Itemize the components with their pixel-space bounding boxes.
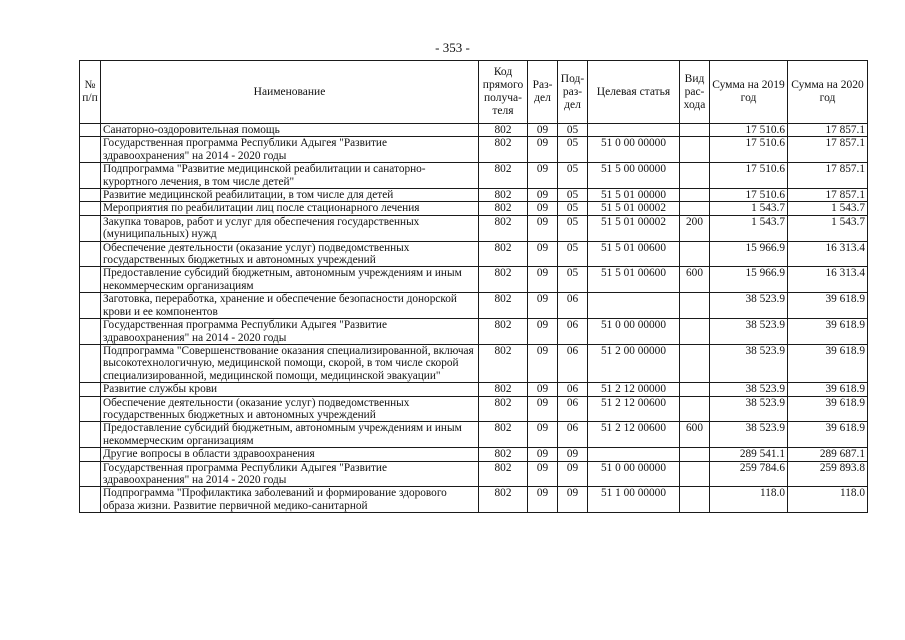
table-row bbox=[80, 319, 868, 345]
row-sum-2019: 1 543.7 bbox=[710, 215, 788, 241]
row-num bbox=[80, 344, 101, 382]
row-num bbox=[80, 461, 101, 487]
row-target-article bbox=[588, 293, 680, 319]
row-section: 09 bbox=[528, 202, 558, 215]
row-name: Развитие службы крови bbox=[101, 383, 479, 396]
row-sum-2020: 39 618.9 bbox=[788, 344, 868, 382]
row-sum-2020: 118.0 bbox=[788, 487, 868, 513]
table-body bbox=[80, 124, 868, 513]
header-code: Код прямого получа-теля bbox=[479, 61, 528, 124]
table-row bbox=[80, 137, 868, 163]
row-code: 802 bbox=[479, 448, 528, 461]
row-name: Предоставление субсидий бюджетным, автономным учреждениям и иным некоммерческим организациям bbox=[101, 422, 479, 448]
row-name: Предоставление субсидий бюджетным, автономным учреждениям и иным некоммерческим организациям bbox=[101, 267, 479, 293]
table-row bbox=[80, 202, 868, 215]
row-sum-2020: 39 618.9 bbox=[788, 293, 868, 319]
table-row bbox=[80, 448, 868, 461]
row-name: Государственная программа Республики Адыгея "Развитие здравоохранения" на 2014 - 2020 годы bbox=[101, 137, 479, 163]
row-name: Обеспечение деятельности (оказание услуг) подведомственных государственных бюджетных и автономных учреждений bbox=[101, 241, 479, 267]
header-sum-2020: Сумма на 2020 год bbox=[788, 61, 868, 124]
table-row bbox=[80, 163, 868, 189]
row-num bbox=[80, 319, 101, 345]
row-code: 802 bbox=[479, 215, 528, 241]
row-expense-type: 200 bbox=[680, 215, 710, 241]
row-code: 802 bbox=[479, 293, 528, 319]
row-section: 09 bbox=[528, 293, 558, 319]
header-target: Целевая статья bbox=[588, 61, 680, 124]
row-num bbox=[80, 293, 101, 319]
row-subsection: 05 bbox=[558, 189, 588, 202]
row-subsection: 06 bbox=[558, 344, 588, 382]
row-sum-2020: 39 618.9 bbox=[788, 396, 868, 422]
row-num bbox=[80, 396, 101, 422]
table-row bbox=[80, 396, 868, 422]
row-subsection: 05 bbox=[558, 202, 588, 215]
row-sum-2019: 17 510.6 bbox=[710, 137, 788, 163]
row-target-article: 51 1 00 00000 bbox=[588, 487, 680, 513]
budget-table bbox=[79, 60, 868, 513]
row-expense-type bbox=[680, 124, 710, 137]
row-sum-2020: 289 687.1 bbox=[788, 448, 868, 461]
row-subsection: 06 bbox=[558, 383, 588, 396]
row-name: Государственная программа Республики Адыгея "Развитие здравоохранения" на 2014 - 2020 годы bbox=[101, 461, 479, 487]
row-sum-2019: 15 966.9 bbox=[710, 241, 788, 267]
row-subsection: 05 bbox=[558, 215, 588, 241]
table-row bbox=[80, 215, 868, 241]
row-section: 09 bbox=[528, 383, 558, 396]
row-section: 09 bbox=[528, 241, 558, 267]
row-section: 09 bbox=[528, 163, 558, 189]
row-sum-2019: 38 523.9 bbox=[710, 383, 788, 396]
row-expense-type bbox=[680, 163, 710, 189]
row-code: 802 bbox=[479, 163, 528, 189]
row-code: 802 bbox=[479, 396, 528, 422]
row-name: Другие вопросы в области здравоохранения bbox=[101, 448, 479, 461]
row-target-article: 51 2 00 00000 bbox=[588, 344, 680, 382]
table-row bbox=[80, 267, 868, 293]
table-row bbox=[80, 487, 868, 513]
row-target-article: 51 2 12 00000 bbox=[588, 383, 680, 396]
row-section: 09 bbox=[528, 267, 558, 293]
row-name: Обеспечение деятельности (оказание услуг) подведомственных государственных бюджетных и автономных учреждений bbox=[101, 396, 479, 422]
row-target-article: 51 5 01 00600 bbox=[588, 267, 680, 293]
row-section: 09 bbox=[528, 319, 558, 345]
row-target-article: 51 5 01 00002 bbox=[588, 215, 680, 241]
row-target-article: 51 2 12 00600 bbox=[588, 422, 680, 448]
row-num bbox=[80, 241, 101, 267]
row-section: 09 bbox=[528, 137, 558, 163]
row-target-article: 51 5 00 00000 bbox=[588, 163, 680, 189]
row-expense-type bbox=[680, 396, 710, 422]
row-sum-2020: 39 618.9 bbox=[788, 422, 868, 448]
row-sum-2019: 259 784.6 bbox=[710, 461, 788, 487]
row-section: 09 bbox=[528, 189, 558, 202]
row-sum-2019: 38 523.9 bbox=[710, 319, 788, 345]
row-sum-2019: 38 523.9 bbox=[710, 293, 788, 319]
row-num bbox=[80, 383, 101, 396]
row-code: 802 bbox=[479, 241, 528, 267]
table-row bbox=[80, 124, 868, 137]
row-section: 09 bbox=[528, 461, 558, 487]
row-section: 09 bbox=[528, 487, 558, 513]
row-code: 802 bbox=[479, 202, 528, 215]
row-name: Заготовка, переработка, хранение и обеспечение безопасности донорской крови и ее компонентов bbox=[101, 293, 479, 319]
row-subsection: 05 bbox=[558, 267, 588, 293]
row-sum-2020: 1 543.7 bbox=[788, 202, 868, 215]
row-name: Государственная программа Республики Адыгея "Развитие здравоохранения" на 2014 - 2020 годы bbox=[101, 319, 479, 345]
header-name: Наименование bbox=[101, 61, 479, 124]
row-subsection: 06 bbox=[558, 422, 588, 448]
row-expense-type bbox=[680, 137, 710, 163]
row-section: 09 bbox=[528, 344, 558, 382]
row-section: 09 bbox=[528, 124, 558, 137]
row-expense-type bbox=[680, 383, 710, 396]
row-section: 09 bbox=[528, 448, 558, 461]
row-sum-2019: 118.0 bbox=[710, 487, 788, 513]
row-sum-2020: 16 313.4 bbox=[788, 241, 868, 267]
table-row bbox=[80, 422, 868, 448]
row-num bbox=[80, 487, 101, 513]
row-name: Развитие медицинской реабилитации, в том числе для детей bbox=[101, 189, 479, 202]
row-subsection: 05 bbox=[558, 163, 588, 189]
row-name: Подпрограмма "Развитие медицинской реабилитации и санаторно-курортного лечения, в том числе детей" bbox=[101, 163, 479, 189]
header-section: Раз-дел bbox=[528, 61, 558, 124]
row-code: 802 bbox=[479, 344, 528, 382]
row-expense-type bbox=[680, 202, 710, 215]
row-code: 802 bbox=[479, 461, 528, 487]
table-row bbox=[80, 461, 868, 487]
row-sum-2019: 17 510.6 bbox=[710, 124, 788, 137]
row-target-article bbox=[588, 124, 680, 137]
row-sum-2020: 17 857.1 bbox=[788, 124, 868, 137]
page-number: - 353 - bbox=[435, 40, 470, 55]
row-subsection: 06 bbox=[558, 319, 588, 345]
row-num bbox=[80, 189, 101, 202]
table-row bbox=[80, 241, 868, 267]
row-sum-2019: 17 510.6 bbox=[710, 189, 788, 202]
row-subsection: 05 bbox=[558, 137, 588, 163]
row-name: Подпрограмма "Совершенствование оказания специализированной, включая высокотехнологичную, медицинской помощи, скорой, в том числе скорой специализированной, медицинской помощи, медицинской эвакуации" bbox=[101, 344, 479, 382]
row-target-article: 51 0 00 00000 bbox=[588, 461, 680, 487]
row-sum-2019: 1 543.7 bbox=[710, 202, 788, 215]
row-expense-type bbox=[680, 293, 710, 319]
table-row bbox=[80, 293, 868, 319]
row-target-article bbox=[588, 448, 680, 461]
header-sum-2019: Сумма на 2019 год bbox=[710, 61, 788, 124]
header-expense-type: Вид рас-хода bbox=[680, 61, 710, 124]
row-sum-2019: 17 510.6 bbox=[710, 163, 788, 189]
header-subsection: Под-раз-дел bbox=[558, 61, 588, 124]
row-expense-type bbox=[680, 241, 710, 267]
row-sum-2019: 38 523.9 bbox=[710, 422, 788, 448]
row-expense-type bbox=[680, 344, 710, 382]
row-num bbox=[80, 137, 101, 163]
row-subsection: 09 bbox=[558, 448, 588, 461]
table-row bbox=[80, 344, 868, 382]
row-sum-2020: 39 618.9 bbox=[788, 383, 868, 396]
row-sum-2019: 38 523.9 bbox=[710, 396, 788, 422]
row-section: 09 bbox=[528, 215, 558, 241]
row-target-article: 51 5 01 00000 bbox=[588, 189, 680, 202]
row-subsection: 09 bbox=[558, 487, 588, 513]
row-code: 802 bbox=[479, 383, 528, 396]
row-sum-2020: 16 313.4 bbox=[788, 267, 868, 293]
row-sum-2019: 38 523.9 bbox=[710, 344, 788, 382]
row-sum-2020: 39 618.9 bbox=[788, 319, 868, 345]
table-header bbox=[80, 61, 868, 124]
table-row bbox=[80, 383, 868, 396]
row-num bbox=[80, 448, 101, 461]
row-sum-2020: 259 893.8 bbox=[788, 461, 868, 487]
row-name: Мероприятия по реабилитации лиц после стационарного лечения bbox=[101, 202, 479, 215]
row-num bbox=[80, 124, 101, 137]
row-sum-2020: 17 857.1 bbox=[788, 163, 868, 189]
row-section: 09 bbox=[528, 422, 558, 448]
row-code: 802 bbox=[479, 124, 528, 137]
row-target-article: 51 5 01 00002 bbox=[588, 202, 680, 215]
row-code: 802 bbox=[479, 267, 528, 293]
row-code: 802 bbox=[479, 487, 528, 513]
row-expense-type: 600 bbox=[680, 422, 710, 448]
row-code: 802 bbox=[479, 137, 528, 163]
row-expense-type bbox=[680, 487, 710, 513]
row-subsection: 05 bbox=[558, 241, 588, 267]
header-num: № п/п bbox=[80, 61, 101, 124]
row-num bbox=[80, 202, 101, 215]
table-row bbox=[80, 189, 868, 202]
row-expense-type bbox=[680, 189, 710, 202]
row-target-article: 51 0 00 00000 bbox=[588, 137, 680, 163]
row-subsection: 06 bbox=[558, 396, 588, 422]
row-code: 802 bbox=[479, 319, 528, 345]
row-name: Санаторно-оздоровительная помощь bbox=[101, 124, 479, 137]
row-num bbox=[80, 163, 101, 189]
row-expense-type bbox=[680, 319, 710, 345]
row-target-article: 51 2 12 00600 bbox=[588, 396, 680, 422]
row-code: 802 bbox=[479, 189, 528, 202]
row-subsection: 05 bbox=[558, 124, 588, 137]
row-num bbox=[80, 215, 101, 241]
row-target-article: 51 5 01 00600 bbox=[588, 241, 680, 267]
row-expense-type bbox=[680, 448, 710, 461]
row-sum-2019: 289 541.1 bbox=[710, 448, 788, 461]
row-num bbox=[80, 422, 101, 448]
row-code: 802 bbox=[479, 422, 528, 448]
row-expense-type: 600 bbox=[680, 267, 710, 293]
row-section: 09 bbox=[528, 396, 558, 422]
row-subsection: 06 bbox=[558, 293, 588, 319]
row-name: Закупка товаров, работ и услуг для обеспечения государственных (муниципальных) нужд bbox=[101, 215, 479, 241]
row-sum-2020: 17 857.1 bbox=[788, 137, 868, 163]
row-subsection: 09 bbox=[558, 461, 588, 487]
row-expense-type bbox=[680, 461, 710, 487]
row-name: Подпрограмма "Профилактика заболеваний и формирование здорового образа жизни. Развитие первичной медико-санитарной bbox=[101, 487, 479, 513]
row-target-article: 51 0 00 00000 bbox=[588, 319, 680, 345]
row-sum-2019: 15 966.9 bbox=[710, 267, 788, 293]
row-num bbox=[80, 267, 101, 293]
row-sum-2020: 17 857.1 bbox=[788, 189, 868, 202]
row-sum-2020: 1 543.7 bbox=[788, 215, 868, 241]
